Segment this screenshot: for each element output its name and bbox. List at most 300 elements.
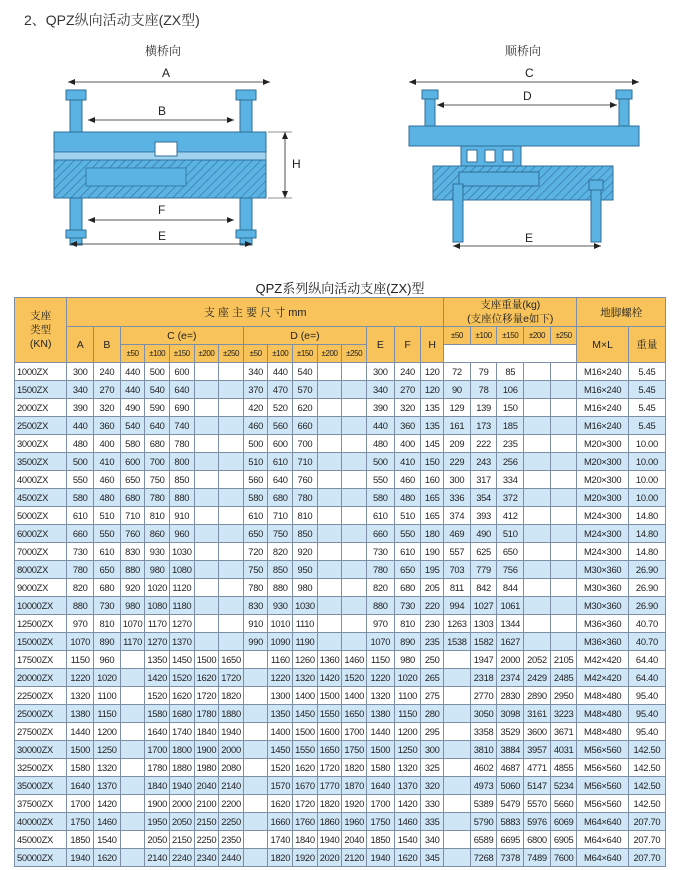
table-cell: M48×480 (577, 723, 628, 741)
table-cell (194, 507, 219, 525)
row-type-cell: 45000ZX (15, 831, 67, 849)
table-cell (120, 813, 145, 831)
table-cell (524, 453, 551, 471)
table-cell: 26.90 (628, 579, 665, 597)
table-cell: 3671 (550, 723, 577, 741)
table-cell: 340 (366, 381, 394, 399)
top-plate-long (409, 126, 639, 146)
table-cell: 1900 (145, 795, 170, 813)
table-cell (317, 507, 342, 525)
table-cell: M42×420 (577, 651, 628, 669)
table-cell: 1250 (94, 741, 121, 759)
table-cell: 4031 (550, 741, 577, 759)
row-type-cell: 12500ZX (15, 615, 67, 633)
table-cell: 5147 (524, 777, 551, 795)
col-a-header: A (67, 327, 94, 363)
table-cell: 1650 (342, 705, 367, 723)
table-cell: 2250 (194, 831, 219, 849)
table-cell: 756 (497, 561, 524, 579)
table-cell: 811 (444, 579, 471, 597)
table-cell: 1750 (342, 741, 367, 759)
transverse-view-drawing (30, 60, 320, 260)
table-cell: 580 (366, 489, 394, 507)
table-cell: 890 (94, 633, 121, 651)
table-cell: 810 (394, 615, 421, 633)
table-cell: 2150 (169, 831, 194, 849)
table-cell: 2052 (524, 651, 551, 669)
table-cell: 1020 (394, 669, 421, 687)
table-cell (317, 363, 342, 381)
table-cell: 90 (444, 381, 471, 399)
table-cell: 3098 (497, 705, 524, 723)
table-cell: 1320 (67, 687, 94, 705)
table-cell: M64×640 (577, 813, 628, 831)
table-cell: 730 (394, 597, 421, 615)
table-cell: 325 (421, 759, 444, 777)
table-cell (120, 651, 145, 669)
table-cell: 1020 (145, 579, 170, 597)
table-cell: 1540 (94, 831, 121, 849)
table-cell (317, 381, 342, 399)
table-cell: 880 (366, 597, 394, 615)
row-type-cell: 20000ZX (15, 669, 67, 687)
table-cell: M56×560 (577, 759, 628, 777)
table-cell: 1900 (194, 741, 219, 759)
table-cell: 590 (145, 399, 170, 417)
table-cell: 440 (67, 417, 94, 435)
table-cell: 1070 (67, 633, 94, 651)
table-cell: 520 (268, 399, 293, 417)
table-cell (444, 831, 471, 849)
table-row (15, 741, 666, 759)
table-cell: 580 (120, 435, 145, 453)
table-cell: 1680 (169, 705, 194, 723)
table-cell: 1200 (94, 723, 121, 741)
table-cell (524, 543, 551, 561)
table-cell: 1520 (342, 669, 367, 687)
table-cell: 620 (293, 399, 318, 417)
table-cell: 139 (470, 399, 497, 417)
wt-e50-header: ±50 (444, 327, 471, 345)
table-cell: 3884 (497, 741, 524, 759)
table-cell: 1720 (219, 669, 244, 687)
table-cell (444, 849, 471, 867)
table-cell: M30×360 (577, 597, 628, 615)
table-cell: 1010 (268, 615, 293, 633)
table-cell (194, 363, 219, 381)
table-cell: 469 (444, 525, 471, 543)
table-cell: 480 (67, 435, 94, 453)
col-h-header: H (421, 327, 444, 363)
table-cell: 440 (366, 417, 394, 435)
table-cell: 820 (366, 579, 394, 597)
table-cell: 2080 (219, 759, 244, 777)
c-e250-header: ±250 (219, 345, 244, 363)
table-cell: 1150 (366, 651, 394, 669)
table-row (15, 705, 666, 723)
table-cell: 2440 (219, 849, 244, 867)
table-cell (342, 615, 367, 633)
table-cell (243, 831, 268, 849)
table-cell: 830 (120, 543, 145, 561)
table-cell: 760 (120, 525, 145, 543)
table-cell: 1190 (293, 633, 318, 651)
table-cell: 1027 (470, 597, 497, 615)
table-cell: M42×420 (577, 669, 628, 687)
table-cell (120, 795, 145, 813)
table-cell (524, 399, 551, 417)
table-cell: 930 (145, 543, 170, 561)
table-cell: 142.50 (628, 759, 665, 777)
dim-a-label: A (162, 66, 171, 80)
table-cell: 1100 (394, 687, 421, 705)
table-cell: 1780 (194, 705, 219, 723)
table-cell: 850 (169, 471, 194, 489)
table-cell: 1850 (366, 831, 394, 849)
table-cell: 400 (94, 435, 121, 453)
table-cell: 1780 (145, 759, 170, 777)
table-cell: 880 (120, 561, 145, 579)
table-cell: 3810 (470, 741, 497, 759)
type-header: 支座 类型 (KN) (15, 298, 67, 363)
table-cell: 500 (366, 453, 394, 471)
table-cell: 820 (268, 543, 293, 561)
table-cell (342, 453, 367, 471)
table-cell: 730 (366, 543, 394, 561)
table-cell (342, 435, 367, 453)
table-cell (317, 633, 342, 651)
table-cell: 560 (243, 471, 268, 489)
table-cell: 910 (243, 615, 268, 633)
table-cell: 40.70 (628, 633, 665, 651)
table-cell: 3600 (524, 723, 551, 741)
table-cell: 1820 (342, 759, 367, 777)
table-cell: 660 (293, 417, 318, 435)
table-cell: 1380 (67, 705, 94, 723)
c-e50-header: ±50 (120, 345, 145, 363)
table-row (15, 777, 666, 795)
longitudinal-view-title: 顺桥向 (505, 44, 542, 58)
table-cell: 1550 (293, 741, 318, 759)
table-cell: 1770 (317, 777, 342, 795)
table-cell: 64.40 (628, 651, 665, 669)
table-cell (524, 435, 551, 453)
table-cell: 1160 (268, 651, 293, 669)
table-cell: 150 (497, 399, 524, 417)
table-cell: 980 (145, 561, 170, 579)
table-cell (317, 453, 342, 471)
table-cell: 1350 (268, 705, 293, 723)
table-row (15, 363, 666, 381)
table-cell: 650 (94, 561, 121, 579)
table-cell: 3050 (470, 705, 497, 723)
table-cell: 2150 (194, 813, 219, 831)
table-cell: 680 (120, 489, 145, 507)
table-row (15, 723, 666, 741)
spec-table-body (15, 363, 666, 867)
table-cell (342, 471, 367, 489)
table-cell: 1420 (317, 669, 342, 687)
table-cell (342, 399, 367, 417)
table-cell: 4687 (497, 759, 524, 777)
table-cell: 1620 (394, 849, 421, 867)
table-cell: 135 (421, 399, 444, 417)
table-cell: 235 (421, 633, 444, 651)
table-cell: 4855 (550, 759, 577, 777)
table-cell (120, 741, 145, 759)
table-cell: 1080 (145, 597, 170, 615)
table-cell (524, 471, 551, 489)
table-row (15, 543, 666, 561)
table-cell: 1500 (293, 723, 318, 741)
table-cell: 1220 (67, 669, 94, 687)
table-cell: 4973 (470, 777, 497, 795)
table-cell: 1500 (194, 651, 219, 669)
table-cell: 820 (67, 579, 94, 597)
c-e200-header: ±200 (194, 345, 219, 363)
table-cell: 490 (120, 399, 145, 417)
table-cell: 1020 (94, 669, 121, 687)
table-cell (317, 417, 342, 435)
table-cell: 1947 (470, 651, 497, 669)
table-cell: 1800 (169, 741, 194, 759)
table-cell: 1170 (145, 615, 170, 633)
table-cell: 1320 (293, 669, 318, 687)
table-cell: 340 (67, 381, 94, 399)
table-cell: 161 (444, 417, 471, 435)
table-cell: 10.00 (628, 489, 665, 507)
table-cell: 750 (268, 525, 293, 543)
table-cell: 842 (470, 579, 497, 597)
table-cell (317, 543, 342, 561)
table-cell: 250 (421, 651, 444, 669)
table-cell (219, 633, 244, 651)
table-cell: M24×300 (577, 543, 628, 561)
table-cell: 256 (497, 453, 524, 471)
table-cell: 500 (67, 453, 94, 471)
table-cell (342, 543, 367, 561)
table-cell (550, 579, 577, 597)
col-f-header: F (394, 327, 421, 363)
table-cell: 1940 (67, 849, 94, 867)
table-cell: 610 (366, 507, 394, 525)
table-cell (194, 543, 219, 561)
table-cell: 3161 (524, 705, 551, 723)
table-cell (550, 453, 577, 471)
table-cell: 360 (94, 417, 121, 435)
table-cell: 6589 (470, 831, 497, 849)
table-cell: 880 (268, 579, 293, 597)
table-cell: 1070 (366, 633, 394, 651)
table-cell: 500 (243, 435, 268, 453)
table-cell: M16×240 (577, 399, 628, 417)
table-cell (524, 615, 551, 633)
table-cell: 610 (268, 453, 293, 471)
table-cell: 1080 (169, 561, 194, 579)
table-cell: 600 (268, 435, 293, 453)
table-cell: 610 (94, 543, 121, 561)
table-cell: 1500 (317, 687, 342, 705)
table-cell: 1640 (145, 723, 170, 741)
d-e250-header: ±250 (342, 345, 367, 363)
table-cell: 1360 (317, 651, 342, 669)
table-cell: 2120 (342, 849, 367, 867)
table-cell: 1700 (342, 723, 367, 741)
table-cell: M16×240 (577, 363, 628, 381)
table-cell: 1520 (169, 669, 194, 687)
table-cell: 2105 (550, 651, 577, 669)
table-cell: 700 (145, 453, 170, 471)
table-cell: 2140 (145, 849, 170, 867)
table-cell: 710 (120, 507, 145, 525)
table-cell: 2429 (524, 669, 551, 687)
table-cell: 340 (243, 363, 268, 381)
table-cell (550, 507, 577, 525)
table-cell: 2890 (524, 687, 551, 705)
table-cell: 2770 (470, 687, 497, 705)
table-cell (342, 579, 367, 597)
dim-f-label: F (158, 203, 166, 217)
table-cell: 640 (268, 471, 293, 489)
table-cell: 810 (293, 507, 318, 525)
table-cell: 336 (444, 489, 471, 507)
table-cell: 1720 (293, 795, 318, 813)
table-cell: 10.00 (628, 435, 665, 453)
c-e150-header: ±150 (169, 345, 194, 363)
table-cell (342, 597, 367, 615)
table-cell: 410 (94, 453, 121, 471)
table-cell (194, 633, 219, 651)
table-cell: 1120 (169, 579, 194, 597)
table-cell: 150 (421, 453, 444, 471)
table-cell (194, 417, 219, 435)
table-cell: 142.50 (628, 777, 665, 795)
row-type-cell: 1000ZX (15, 363, 67, 381)
table-cell: 280 (421, 705, 444, 723)
table-cell: 270 (394, 381, 421, 399)
table-cell: 625 (470, 543, 497, 561)
table-cell (120, 777, 145, 795)
table-cell: 26.90 (628, 561, 665, 579)
table-cell (342, 561, 367, 579)
table-cell: 510 (497, 525, 524, 543)
table-cell: 300 (67, 363, 94, 381)
table-cell: 230 (421, 615, 444, 633)
table-cell: 470 (268, 381, 293, 399)
table-cell (317, 615, 342, 633)
table-cell (317, 525, 342, 543)
main-dims-header: 支 座 主 要 尺 寸 mm (67, 298, 444, 327)
table-cell (120, 705, 145, 723)
table-cell: 1620 (268, 795, 293, 813)
row-type-cell: 32500ZX (15, 759, 67, 777)
table-cell: 760 (293, 471, 318, 489)
table-cell: 2830 (497, 687, 524, 705)
table-cell: 1640 (67, 777, 94, 795)
table-cell: 220 (421, 597, 444, 615)
table-cell: 1450 (268, 741, 293, 759)
table-cell: 600 (169, 363, 194, 381)
table-cell (219, 561, 244, 579)
table-cell: 5570 (524, 795, 551, 813)
table-cell: 1720 (194, 687, 219, 705)
table-cell: 5060 (497, 777, 524, 795)
table-cell: 1580 (145, 705, 170, 723)
table-cell (120, 669, 145, 687)
table-cell: 480 (366, 435, 394, 453)
table-cell: 1170 (120, 633, 145, 651)
row-type-cell: 25000ZX (15, 705, 67, 723)
table-cell (317, 489, 342, 507)
row-type-cell: 15000ZX (15, 633, 67, 651)
table-cell: 1820 (317, 795, 342, 813)
table-cell: 420 (243, 399, 268, 417)
table-cell: 1344 (497, 615, 524, 633)
table-cell: 4602 (470, 759, 497, 777)
table-cell (524, 363, 551, 381)
table-cell: 5.45 (628, 381, 665, 399)
table-row (15, 813, 666, 831)
table-cell: 222 (470, 435, 497, 453)
c-e100-header: ±100 (145, 345, 170, 363)
row-type-cell: 3500ZX (15, 453, 67, 471)
table-cell: 1940 (219, 723, 244, 741)
table-cell (444, 759, 471, 777)
table-cell: 95.40 (628, 705, 665, 723)
table-cell: 1030 (293, 597, 318, 615)
table-cell: 1620 (194, 669, 219, 687)
table-cell (317, 597, 342, 615)
table-cell (317, 435, 342, 453)
row-type-cell: 30000ZX (15, 741, 67, 759)
table-cell (524, 489, 551, 507)
table-cell: M36×360 (577, 615, 628, 633)
table-cell (317, 579, 342, 597)
table-cell: 550 (394, 525, 421, 543)
table-cell: 240 (94, 363, 121, 381)
table-cell: 540 (293, 363, 318, 381)
col-e-header: E (366, 327, 394, 363)
table-cell: 165 (421, 489, 444, 507)
table-cell (243, 795, 268, 813)
table-cell: 14.80 (628, 507, 665, 525)
table-cell: 810 (145, 507, 170, 525)
row-type-cell: 2000ZX (15, 399, 67, 417)
table-cell: 1760 (293, 813, 318, 831)
table-cell: 265 (421, 669, 444, 687)
table-cell: 780 (67, 561, 94, 579)
table-cell: 1250 (394, 741, 421, 759)
table-cell (243, 651, 268, 669)
table-cell: M16×240 (577, 381, 628, 399)
table-cell: 780 (243, 579, 268, 597)
table-cell: 1660 (268, 813, 293, 831)
table-cell: 2000 (169, 795, 194, 813)
table-cell (444, 723, 471, 741)
table-cell: 650 (394, 561, 421, 579)
table-cell: 1720 (317, 759, 342, 777)
table-cell (524, 381, 551, 399)
table-cell: 660 (366, 525, 394, 543)
table-cell (243, 669, 268, 687)
table-row (15, 687, 666, 705)
table-cell: 1840 (293, 831, 318, 849)
col-b-header: B (94, 327, 121, 363)
weight-header: 支座重量(kg) (支座位移量e如下) (444, 298, 577, 327)
table-cell: 1320 (366, 687, 394, 705)
table-cell: M24×300 (577, 525, 628, 543)
table-cell: M36×360 (577, 633, 628, 651)
